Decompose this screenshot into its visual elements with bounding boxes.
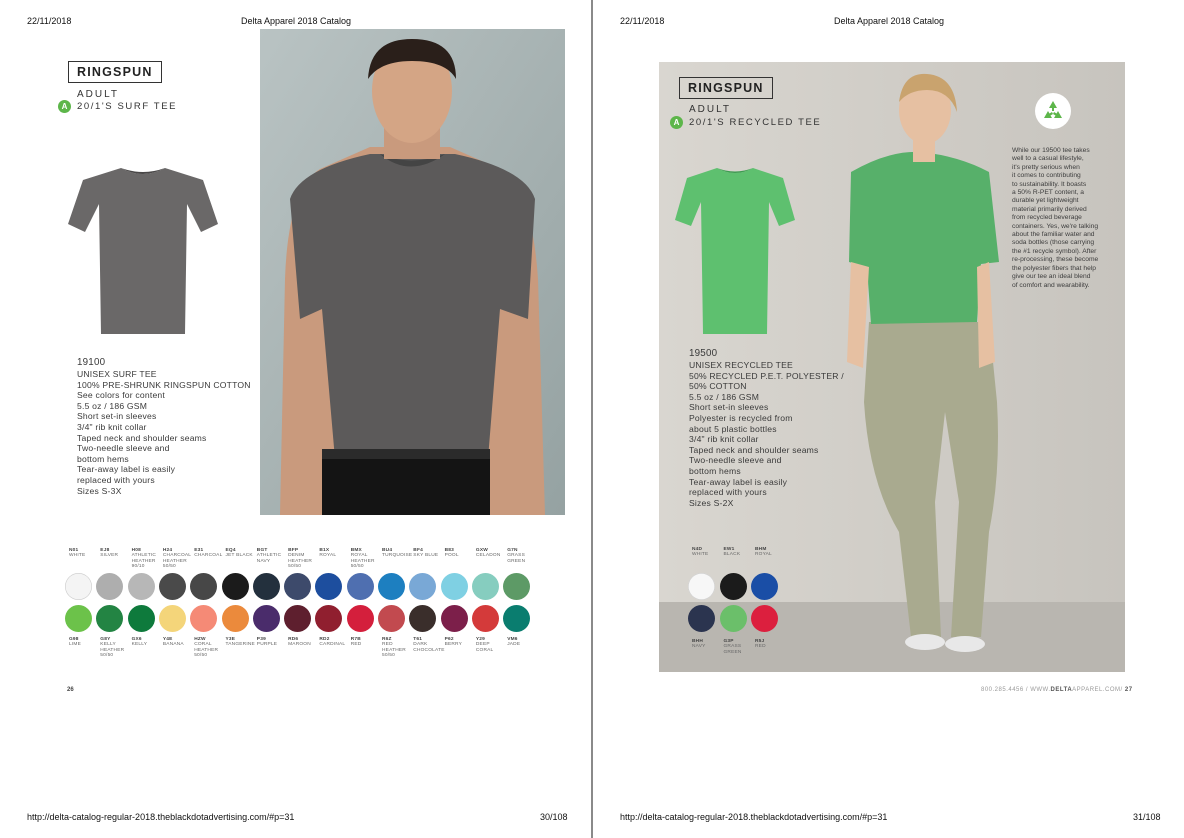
swatch-label: G98 LIME	[69, 637, 81, 648]
product-specs	[77, 357, 251, 496]
swatch-label: EQ4 JET BLACK	[225, 548, 253, 559]
swatch-label: HZW CORAL HEATHER 50/50	[194, 637, 219, 659]
ringspun-badge: RINGSPUN	[68, 61, 162, 83]
swatch-label: G7N GRASS GREEN	[507, 548, 526, 564]
color-swatch	[378, 605, 405, 632]
color-swatch	[96, 605, 123, 632]
swatch-label: G8Y KELLY HEATHER 50/50	[100, 637, 125, 659]
color-swatch	[751, 605, 778, 632]
spec-line: replaced with yours	[77, 474, 155, 485]
model-photo	[260, 29, 565, 515]
swatch-label: B83 POOL	[444, 548, 459, 559]
swatch-label: BHH NAVY	[692, 639, 706, 650]
blurb-line: it's pretty serious when	[1012, 163, 1080, 171]
blurb-line: it comes to contributing	[1012, 172, 1081, 180]
swatch-label: Y4E BANANA	[162, 637, 184, 648]
color-swatch	[159, 605, 186, 632]
spec-line: 5.5 oz / 186 GSM	[77, 400, 148, 411]
color-swatch	[688, 573, 715, 600]
site-suffix: APPAREL.COM/	[1072, 687, 1123, 693]
color-swatch	[253, 573, 280, 600]
color-swatch	[503, 573, 530, 600]
spec-line: 50% RECYCLED P.E.T. POLYESTER /	[689, 370, 844, 381]
color-swatch	[284, 573, 311, 600]
blurb-line: the #1 recycle symbol). After	[1012, 247, 1097, 255]
swatch-label: H24 CHARCOAL HEATHER 50/50	[162, 548, 191, 570]
color-swatch	[159, 573, 186, 600]
contact-line	[981, 687, 1133, 693]
swatch-label: H08 ATHLETIC HEATHER 90/10	[131, 548, 157, 570]
swatch-label: VM6 JADE	[507, 637, 521, 648]
flat-tee-image	[673, 164, 797, 336]
swatch-label: GXW CELADON	[475, 548, 501, 559]
swatch-label: N4D WHITE	[692, 547, 709, 558]
color-swatch	[128, 605, 155, 632]
subtitle-row	[58, 100, 177, 113]
footer-url[interactable]: http://delta-catalog-regular-2018.theblackdotadvertising.com/#p=31	[27, 812, 295, 822]
swatch-label: Y29 DEEP CORAL	[475, 637, 494, 653]
swatch-label: BU4 TURQUOISE	[382, 548, 413, 559]
swatch-label: P62 BERRY	[444, 637, 463, 648]
swatch-label: BHM ROYAL	[755, 547, 772, 558]
color-swatch	[96, 573, 123, 600]
swatch-label: B1X ROYAL	[319, 548, 337, 559]
category-label: ADULT	[77, 89, 120, 100]
style-number: 19100	[77, 357, 106, 368]
swatch-label: GX6 KELLY	[131, 637, 148, 648]
color-swatch	[65, 605, 92, 632]
swatch-label: BGT ATHLETIC NAVY	[256, 548, 282, 564]
site-brand: DELTA	[1050, 687, 1073, 693]
spec-line: UNISEX RECYCLED TEE	[689, 360, 793, 370]
swatch-label: BF4 SKY BLUE	[413, 548, 439, 559]
color-swatch	[190, 573, 217, 600]
color-swatch	[222, 605, 249, 632]
sizes-line: Sizes S-3X	[77, 485, 122, 496]
color-swatch	[65, 573, 92, 600]
spec-line: bottom hems	[77, 453, 129, 464]
color-swatch	[751, 573, 778, 600]
color-swatch	[472, 605, 499, 632]
blurb-line: durable yet lightweight	[1012, 197, 1079, 205]
spec-line: 5.5 oz / 186 GSM	[689, 391, 760, 402]
color-swatch	[409, 605, 436, 632]
spec-line: Taped neck and shoulder seams	[689, 444, 819, 455]
header-date: 22/11/2018	[620, 16, 665, 26]
sustainability-blurb	[1012, 147, 1098, 290]
blurb-line: containers. Yes, we're talking	[1012, 222, 1099, 230]
recycle-icon	[1035, 93, 1071, 129]
color-swatch	[720, 573, 747, 600]
swatch-label: RD6 MAROON	[288, 637, 311, 648]
color-swatch	[222, 573, 249, 600]
site-prefix: WWW.	[1030, 687, 1051, 693]
blurb-line: from recycled beverage	[1012, 214, 1082, 222]
spec-line: replaced with yours	[689, 487, 767, 498]
page-number: 27	[1124, 687, 1133, 693]
blurb-line: of comfort and wearability.	[1012, 281, 1090, 289]
swatch-label: G3P GRASS GREEN	[723, 639, 742, 655]
product-subtitle: 20/1'S SURF TEE	[77, 101, 178, 112]
blurb-line: give our tee an ideal blend	[1012, 273, 1091, 281]
spec-line: 50% COTTON	[689, 381, 747, 392]
product-subtitle: 20/1'S RECYCLED TEE	[689, 117, 822, 128]
spec-line: Tear-away label is easily	[689, 476, 788, 487]
blurb-line: the polyester fibers that help	[1012, 264, 1097, 272]
blurb-line: material primarily derived	[1012, 205, 1087, 213]
blurb-line: a 50% R-PET content, a	[1012, 189, 1084, 197]
spec-line: 100% PRE-SHRUNK RINGSPUN COTTON	[77, 379, 251, 390]
color-swatch	[503, 605, 530, 632]
color-swatch	[472, 573, 499, 600]
swatch-label: R6Z RED HEATHER 50/50	[382, 637, 406, 659]
separator: /	[1025, 687, 1029, 693]
spec-line: Short set-in sleeves	[689, 402, 769, 413]
color-swatch	[315, 573, 342, 600]
page-number: 26	[67, 687, 74, 693]
color-swatch	[253, 605, 280, 632]
footer-page-count: 30/108	[540, 812, 568, 822]
phone: 800.285.4456	[981, 687, 1024, 693]
color-swatch	[315, 605, 342, 632]
swatch-label: BFP DENIM HEATHER 50/50	[288, 548, 313, 570]
blurb-line: While our 19500 tee takes	[1012, 147, 1090, 154]
color-swatch	[688, 605, 715, 632]
spec-line: 3/4" rib knit collar	[689, 434, 759, 445]
swatch-label: R7B RED	[350, 637, 362, 648]
spec-line: See colors for content	[77, 390, 165, 401]
spec-line: Polyester is recycled from	[689, 412, 793, 423]
spec-line: Tear-away label is easily	[77, 464, 176, 475]
ringspun-badge: RINGSPUN	[679, 77, 773, 99]
flat-tee-image	[63, 162, 221, 347]
spec-line: Two-needle sleeve and	[689, 455, 782, 466]
color-swatch	[378, 573, 405, 600]
blurb-line: well to a casual lifestyle,	[1012, 155, 1084, 163]
swatch-label: EW1 BLACK	[723, 547, 741, 558]
footer-url[interactable]: http://delta-catalog-regular-2018.theblackdotadvertising.com/#p=31	[620, 812, 888, 822]
swatch-label: EJ8 SILVER	[100, 548, 119, 559]
spec-line: UNISEX SURF TEE	[77, 369, 157, 379]
spec-line: about 5 plastic bottles	[689, 423, 777, 434]
color-swatch	[409, 573, 436, 600]
color-swatch	[128, 573, 155, 600]
blurb-line: to sustainability. It boasts	[1012, 180, 1087, 188]
swatch-label: E31 CHARCOAL	[194, 548, 223, 559]
color-swatch	[441, 605, 468, 632]
swatch-label: BMX ROYAL HEATHER 50/50	[350, 548, 375, 570]
blurb-line: soda bottles (those carrying	[1012, 239, 1095, 247]
color-swatch	[190, 605, 217, 632]
swatch-label: P39 PURPLE	[256, 637, 278, 648]
spec-line: bottom hems	[689, 465, 741, 476]
adult-a-icon: A	[670, 116, 683, 129]
spec-line: 3/4" rib knit collar	[77, 421, 147, 432]
header-date: 22/11/2018	[27, 16, 72, 26]
category-label: ADULT	[689, 104, 732, 115]
product-specs	[689, 348, 844, 508]
catalog-page-right	[592, 0, 1184, 838]
subtitle-row	[670, 116, 821, 129]
color-swatch	[347, 605, 374, 632]
swatch-label: R5J RED	[755, 639, 766, 650]
spec-line: Short set-in sleeves	[77, 411, 157, 422]
color-swatch	[720, 605, 747, 632]
footer-page-count: 31/108	[1133, 812, 1161, 822]
color-swatch	[284, 605, 311, 632]
spec-line: Taped neck and shoulder seams	[77, 432, 207, 443]
header-title: Delta Apparel 2018 Catalog	[833, 16, 945, 26]
color-swatch	[441, 573, 468, 600]
blurb-line: about the familiar water and	[1012, 231, 1095, 239]
swatch-label: N01 WHITE	[69, 548, 86, 559]
sizes-line: Sizes S-2X	[689, 497, 734, 508]
spec-line: Two-needle sleeve and	[77, 443, 170, 454]
adult-a-icon: A	[58, 100, 71, 113]
style-number: 19500	[689, 348, 718, 359]
blurb-line: re-processing, these become	[1012, 256, 1099, 264]
swatch-label: Y3E TANGERINE	[225, 637, 255, 648]
swatch-label: RD2 CARDINAL	[319, 637, 346, 648]
swatch-label: T61 DARK CHOCOLATE	[413, 637, 445, 653]
header-title: Delta Apparel 2018 Catalog	[240, 16, 352, 26]
color-swatch	[347, 573, 374, 600]
